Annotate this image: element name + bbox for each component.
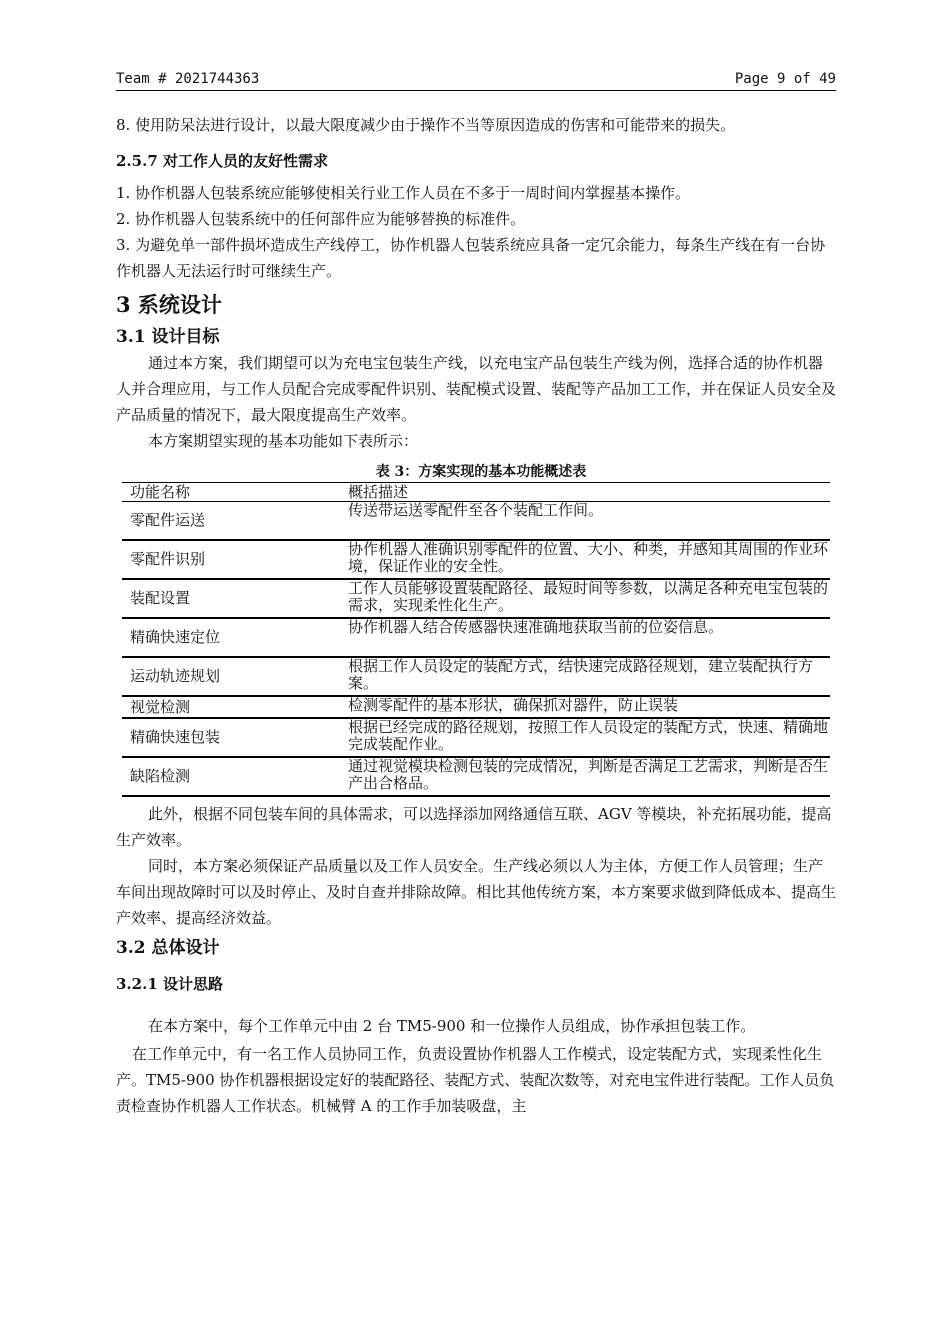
table-cell-desc: 通过视觉模块检测包装的完成情况，判断是否满足工艺需求，判断是否生产出合格品。	[340, 757, 830, 796]
table-cell-name: 运动轨迹规划	[122, 657, 340, 696]
table-cell-name: 视觉检测	[122, 696, 340, 718]
document-body	[116, 112, 836, 1119]
table-cell-name: 缺陷检测	[122, 757, 340, 796]
function-table	[122, 482, 830, 797]
paragraph: 此外，根据不同包装车间的具体需求，可以选择添加网络通信互联、AGV 等模块，补充拓展功能，提高生产效率。	[116, 805, 832, 849]
page-number: Page 9 of 49	[734, 71, 836, 87]
section-heading-3-2: 3.2 总体设计	[116, 938, 220, 958]
table-cell-name: 零配件识别	[122, 540, 340, 579]
table-cell-desc: 协作机器人结合传感器快速准确地获取当前的位姿信息。	[340, 618, 830, 657]
table-cell-desc: 协作机器人准确识别零配件的位置、大小、种类，并感知其周围的作业环境，保证作业的安全性。	[340, 540, 830, 579]
table-row	[122, 618, 830, 657]
table-cell-desc: 工作人员能够设置装配路径、最短时间等参数，以满足各种充电宝包装的需求，实现柔性化生产。	[340, 579, 830, 618]
table-row	[122, 502, 830, 541]
table-cell-desc: 根据已经完成的路径规划，按照工作人员设定的装配方式，快速、精确地完成装配作业。	[340, 718, 830, 757]
page-header	[116, 70, 836, 91]
paragraph-item-8: 8. 使用防呆法进行设计，以最大限度减少由于操作不当等原因造成的伤害和可能带来的损失。	[116, 116, 736, 134]
table-row	[122, 757, 830, 796]
table-row	[122, 718, 830, 757]
paragraph: 同时，本方案必须保证产品质量以及工作人员安全。生产线必须以人为主体，方便工作人员管理；生产车间出现故障时可以及时停止、及时自查并排除故障。相比其他传统方案，本方案要求做到降低成本、提高生产效率、提高经济效益。	[116, 857, 837, 927]
table-caption: 表 3：方案实现的基本功能概述表	[375, 464, 587, 480]
table-cell-desc: 根据工作人员设定的装配方式，结快速完成路径规划，建立装配执行方案。	[340, 657, 830, 696]
section-heading-3-1: 3.1 设计目标	[116, 327, 220, 347]
list-item: 3. 为避免单一部件损坏造成生产线停工，协作机器人包装系统应具备一定冗余能力，每条生产线在有一台协作机器人无法运行时可继续生产。	[116, 236, 826, 280]
list-item: 2. 协作机器人包装系统中的任何部件应为能够替换的标准件。	[116, 210, 526, 228]
table-cell-name: 装配设置	[122, 579, 340, 618]
table-row	[122, 696, 830, 718]
team-number: Team # 2021744363	[116, 71, 260, 87]
section-heading-3-2-1: 3.2.1 设计思路	[116, 975, 223, 993]
table-header-name: 功能名称	[122, 483, 340, 502]
table-cell-name: 精确快速包装	[122, 718, 340, 757]
table-row	[122, 657, 830, 696]
section-heading-2-5-7: 2.5.7 对工作人员的友好性需求	[116, 152, 328, 170]
list-item: 1. 协作机器人包装系统应能够使相关行业工作人员在不多于一周时间内掌握基本操作。	[116, 184, 691, 202]
paragraph: 通过本方案，我们期望可以为充电宝包装生产线，以充电宝产品包装生产线为例，选择合适的协作机器人并合理应用，与工作人员配合完成零配件识别、装配模式设置、装配等产品加工工作，并在保证人员安全及产品质量的情况下，最大限度提高生产效率。	[116, 354, 837, 424]
section-heading-3: 3 系统设计	[116, 292, 222, 317]
table-cell-name: 精确快速定位	[122, 618, 340, 657]
paragraph: 在工作单元中，有一名工作人员协同工作，负责设置协作机器人工作模式，设定装配方式，实现柔性化生产。TM5-900 协作机器根据设定好的装配路径、装配方式、装配次数等，对充电宝件进行装配。工作人员负责检查协作机器人工作状态。机械臂 A 的工作手加装吸盘，主	[116, 1045, 835, 1115]
table-cell-name: 零配件运送	[122, 502, 340, 541]
table-row	[122, 540, 830, 579]
table-cell-desc: 检测零配件的基本形状，确保抓对器件，防止误装	[340, 696, 830, 718]
table-header-desc: 概括描述	[340, 483, 830, 502]
table-row	[122, 579, 830, 618]
table-cell-desc: 传送带运送零配件至各个装配工作间。	[340, 502, 830, 541]
paragraph: 本方案期望实现的基本功能如下表所示：	[148, 432, 419, 450]
paragraph: 在本方案中，每个工作单元中由 2 台 TM5-900 和一位操作人员组成，协作承担包装工作。	[148, 1017, 756, 1035]
table-header-row	[122, 483, 830, 502]
